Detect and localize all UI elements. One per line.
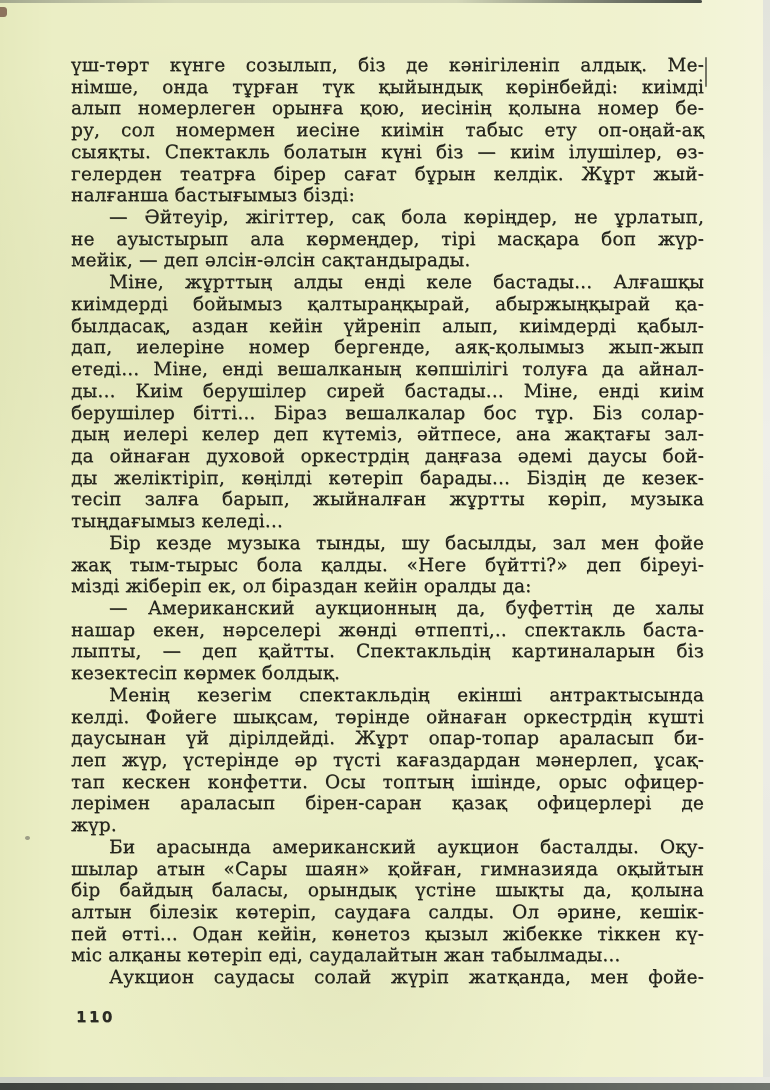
text-line: налғанша бастығымыз бізді:: [71, 185, 355, 207]
text-line: тап кескен конфетти. Осы топтың ішінде, орыс офицер-: [71, 771, 704, 793]
text-line: мізді жіберіп ек, ол біраздан кейін оралды да:: [71, 576, 532, 598]
text-line: — Әйтеуір, жігіттер, сақ бола көріңдер, не ұрлатып,: [109, 207, 704, 229]
text-line: лыпты, — деп қайтты. Спектакльдің картиналарын біз: [71, 641, 704, 663]
text-line: алтын білезік көтеріп, саудаға салды. Ол әрине, кешік-: [71, 902, 704, 924]
text-line: Міне, жұрттың алды енді келе бастады... Алғашқы: [109, 272, 704, 294]
text-line: мейік, — деп әлсін-әлсін сақтандырады.: [71, 250, 471, 272]
text-line: етеді... Міне, енді вешалканың көпшілігі толуға да айнал-: [71, 359, 704, 381]
text-line: үш-төрт күнге созылып, біз де кәнігіленіп алдық. Ме-: [71, 55, 704, 76]
text-line: тесіп залға барып, жыйналған жұртты көріп, музыка: [71, 489, 704, 511]
text-line: келді. Фойеге шықсам, төрінде ойнаған оркестрдің күшті: [71, 706, 704, 728]
text-line: ды... Киім берушілер сирей бастады... Міне, енді киім: [71, 380, 704, 402]
text-line: тыңдағымыз келеді...: [71, 511, 283, 533]
text-line: ды желіктіріп, көңілді көтеріп барады... Біздің де кезек-: [71, 467, 704, 489]
text-line: леп жүр, үстерінде әр түсті кағаздардан мәнерлеп, ұсақ-: [71, 750, 704, 771]
text-line: да ойнаған духовой оркестрдің даңғаза әдемі даусы бой-: [71, 445, 704, 467]
page-number: 110: [76, 1008, 115, 1026]
text-line: Би арасында американский аукцион басталды. Оқу-: [109, 836, 704, 858]
text-line: киімдерді бойымыз қалтыраңқырай, абыржыңқырай қа-: [71, 293, 704, 315]
text-line: дың иелері келер деп күтеміз, әйтпесе, ана жақтағы зал-: [71, 424, 704, 446]
text-line: гелерден театрға бірер сағат бұрын келдік. Жұрт жый-: [71, 163, 704, 185]
page-text: [71, 55, 704, 989]
scan-top-edge-artifact: [0, 0, 702, 3]
text-line: сыяқты. Спектакль болатын күні біз — киім ілушілер, өз-: [71, 141, 704, 163]
text-line: — Американский аукционның да, буфеттің де халы: [109, 597, 704, 619]
text-line: Бір кезде музыка тынды, шу басылды, зал мен фойе: [109, 532, 704, 554]
text-line: кезектесіп көрмек болдық.: [71, 663, 341, 685]
text-line: дап, иелеріне номер бергенде, аяқ-қолымыз жып-жып: [71, 337, 704, 359]
text-line: міс алқаны көтеріп еді, саудалайтын жан табылмады...: [71, 945, 621, 967]
text-line: лерімен араласып бірен-саран қазақ офицерлері де: [71, 793, 704, 815]
text-line: ру, сол номермен иесіне киімін табыс ету оп-оңай-ақ: [71, 120, 704, 142]
scan-fleck-artifact: [25, 836, 30, 840]
text-line: даусынан үй дірілдейді. Жұрт опар-топар араласып би-: [71, 728, 704, 750]
text-line: не ауыстырып ала көрмеңдер, тірі масқара боп жүр-: [71, 228, 704, 250]
text-line: пей өтті... Одан кейін, көнетоз қызыл жібекке тіккен кү-: [71, 923, 704, 945]
scan-bottom-dark-strip: [0, 1083, 770, 1090]
text-line: Аукцион саудасы солай жүріп жатқанда, мен фойе-: [109, 967, 704, 989]
text-line: жүр.: [71, 815, 117, 837]
text-line: Менің кезегім спектакльдің екінші антрактысында: [109, 684, 704, 706]
text-line: алып номерлеген орынға қою, иесінің қолына номер бе-: [71, 98, 704, 120]
text-line: жақ тым-тырыс бола қалды. «Неге бүйтті?» деп біреуі-: [71, 554, 704, 576]
scan-tick-artifact: [705, 57, 707, 87]
text-line: шылар атын «Сары шаян» қойған, гимназияда оқыйтын: [71, 858, 704, 880]
text-line: нашар екен, нәрселері жөнді өтпепті,.. спектакль баста-: [71, 619, 704, 641]
paper-right-edge: [763, 0, 770, 1090]
text-line: былдасақ, аздан кейін үйреніп алып, киімдерді қабыл-: [71, 315, 704, 337]
text-line: німше, онда тұрған түк қыйындық көрінбейді: киімді: [71, 76, 704, 98]
text-line: бір байдың баласы, орындық үстіне шықты да, қолына: [71, 880, 704, 902]
text-line: берушілер бітті... Біраз вешалкалар бос тұр. Біз солар-: [71, 402, 704, 424]
scan-corner-mark: [0, 7, 7, 17]
